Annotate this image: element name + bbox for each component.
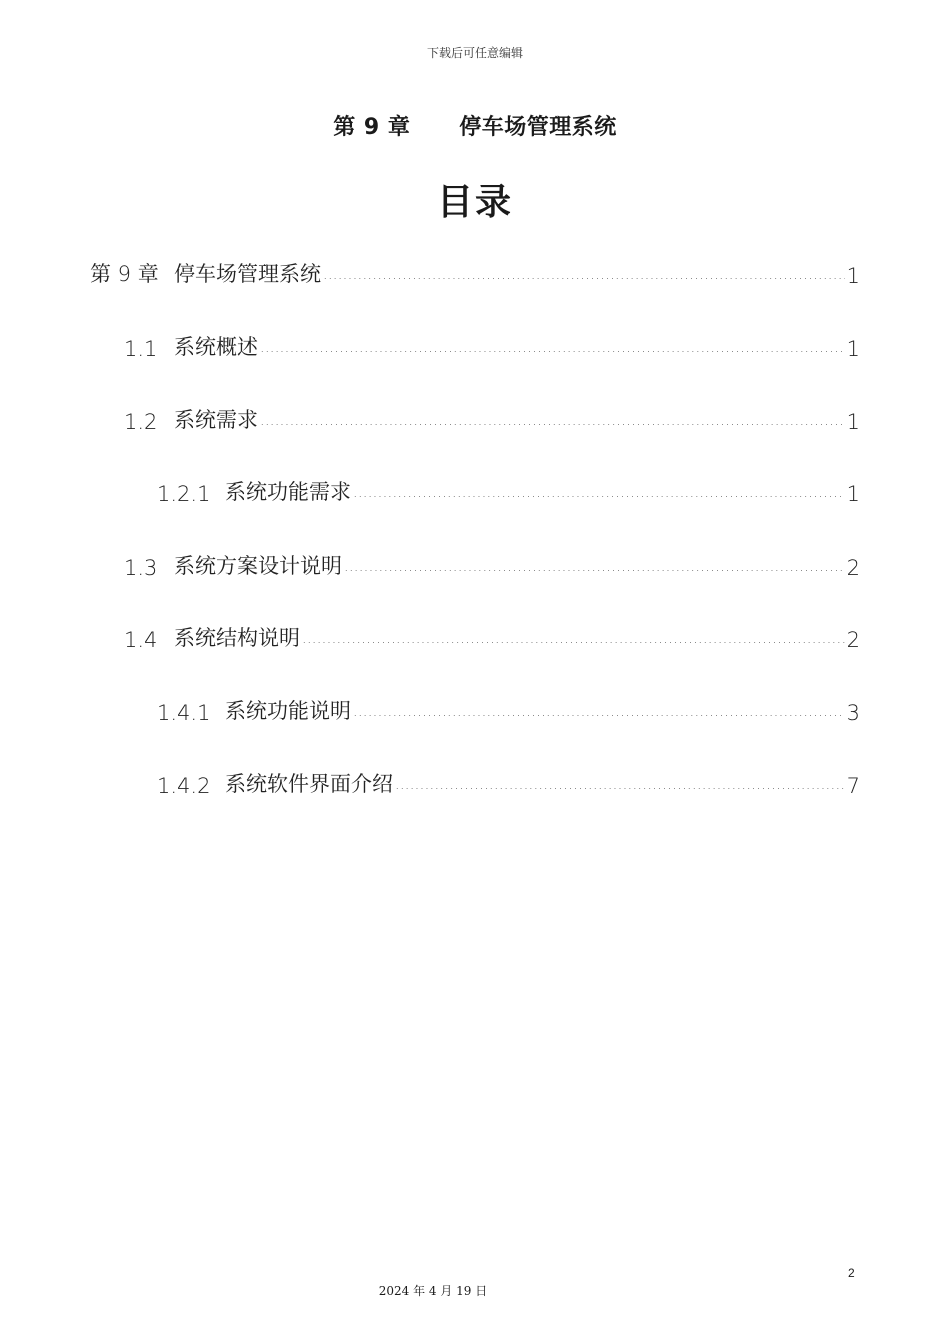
toc-leader-dots [260, 414, 845, 428]
toc-leader-dots [302, 632, 845, 646]
toc-entry-1-2-1[interactable] [157, 474, 860, 506]
toc-entry-page: 2 [846, 628, 860, 652]
toc-entry-1-1[interactable] [124, 329, 860, 361]
toc-entry-number: 1.2.1 [157, 482, 211, 506]
toc-entry-page: 1 [846, 264, 860, 288]
toc-entry-number: 1.4.1 [157, 701, 211, 725]
toc-entry-page: 1 [846, 337, 860, 361]
toc-entry-page: 1 [846, 482, 860, 506]
toc-entry-number: 1.3 [124, 556, 158, 580]
toc-leader-dots [260, 341, 845, 355]
toc-entry-1-3[interactable] [124, 548, 860, 580]
toc-entry-page: 7 [846, 774, 860, 798]
toc-entry-text: 系统概述 [174, 335, 258, 359]
toc-entry-text: 停车场管理系统 [174, 262, 321, 286]
toc-entry-page: 2 [846, 556, 860, 580]
toc-entry-text: 系统功能需求 [225, 480, 351, 504]
toc-entry-chapter-9[interactable] [90, 256, 860, 288]
toc-entry-page: 1 [846, 410, 860, 434]
toc-leader-dots [395, 778, 845, 792]
page-header: 下载后可任意编辑 [426, 46, 523, 60]
toc-leader-dots [323, 268, 845, 282]
toc-entry-1-4-1[interactable] [157, 693, 860, 725]
toc-title: 目录 [436, 182, 513, 223]
toc-entry-text: 系统方案设计说明 [174, 554, 342, 578]
toc-entry-number: 1.4 [124, 628, 158, 652]
toc-entry-text: 系统结构说明 [174, 626, 300, 650]
toc-entry-number: 第 9 章 [90, 262, 159, 286]
toc-leader-dots [344, 560, 845, 574]
toc-entry-text: 系统功能说明 [225, 699, 351, 723]
toc-entry-text: 系统需求 [174, 408, 258, 432]
toc-entry-page: 3 [846, 701, 860, 725]
page-number: 2 [848, 1266, 855, 1280]
toc-entry-number: 1.2 [124, 410, 158, 434]
toc-entry-number: 1.4.2 [157, 774, 211, 798]
toc-entry-1-4-2[interactable] [157, 766, 860, 798]
toc-entry-1-2[interactable] [124, 402, 860, 434]
toc-entry-text: 系统软件界面介绍 [225, 772, 393, 796]
footer-date: 2024 年 4 月 19 日 [378, 1284, 488, 1298]
toc-leader-dots [353, 486, 845, 500]
chapter-title: 第 9 章 停车场管理系统 [333, 115, 617, 140]
toc-entry-1-4[interactable] [124, 620, 860, 652]
toc-leader-dots [353, 705, 845, 719]
toc-entry-number: 1.1 [124, 337, 158, 361]
